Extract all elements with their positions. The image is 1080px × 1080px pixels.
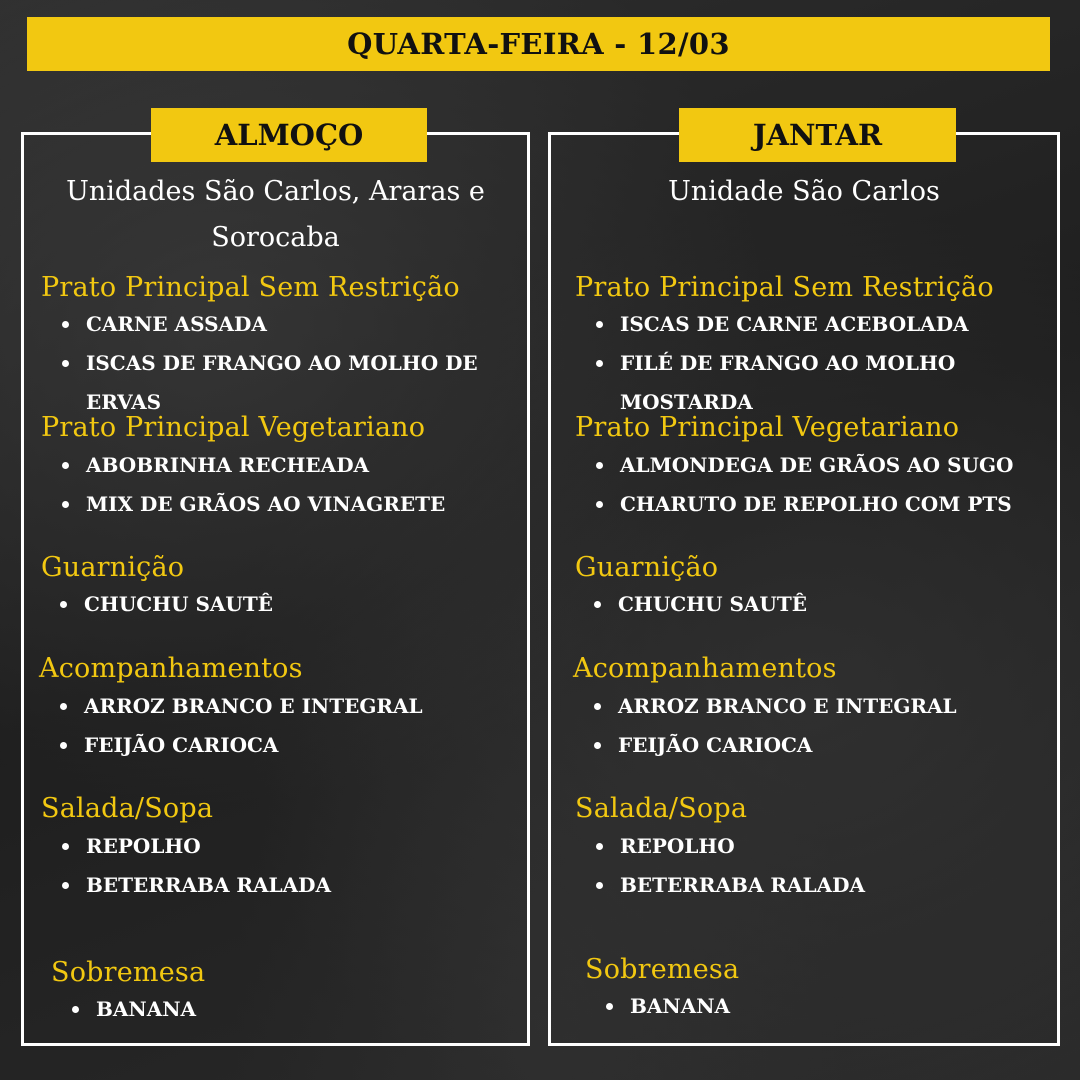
list-item: FILÉ DE FRANGO AO MOLHO MOSTARDA bbox=[593, 344, 1003, 422]
lunch-section-list-salad bbox=[59, 827, 519, 905]
lunch-units: Unidades São Carlos, Araras e Sorocaba bbox=[66, 176, 485, 253]
dinner-section-title-accompaniments: Acompanhamentos bbox=[573, 653, 837, 684]
list-item: MIX DE GRÃOS AO VINAGRETE bbox=[59, 485, 519, 524]
lunch-section-title-side: Guarnição bbox=[41, 552, 185, 583]
list-item: ARROZ BRANCO E INTEGRAL bbox=[591, 687, 1051, 726]
dinner-section-title-side: Guarnição bbox=[575, 552, 719, 583]
list-item: CHUCHU SAUTÊ bbox=[591, 585, 1051, 624]
list-item: ISCAS DE FRANGO AO MOLHO DE ERVAS bbox=[59, 344, 519, 422]
list-item: CARNE ASSADA bbox=[59, 305, 519, 344]
day-banner bbox=[27, 17, 1050, 71]
dinner-panel bbox=[548, 118, 1060, 1046]
dinner-section-title-salad: Salada/Sopa bbox=[575, 793, 748, 824]
dinner-section-list-accompaniments bbox=[591, 687, 1051, 765]
dinner-section-list-side bbox=[591, 585, 1051, 624]
list-item: REPOLHO bbox=[593, 827, 1053, 866]
list-item: FEIJÃO CARIOCA bbox=[591, 726, 1051, 765]
list-item: ABOBRINHA RECHEADA bbox=[59, 446, 519, 485]
dinner-section-list-veg bbox=[593, 446, 1053, 524]
dinner-section-title-veg: Prato Principal Vegetariano bbox=[575, 412, 960, 443]
lunch-badge bbox=[151, 108, 427, 162]
list-item: FEIJÃO CARIOCA bbox=[57, 726, 517, 765]
lunch-section-title-main: Prato Principal Sem Restrição bbox=[41, 272, 460, 303]
lunch-panel bbox=[21, 118, 530, 1046]
lunch-label: ALMOÇO bbox=[214, 118, 364, 152]
list-item: CHUCHU SAUTÊ bbox=[57, 585, 517, 624]
dinner-badge bbox=[679, 108, 956, 162]
dinner-section-title-main: Prato Principal Sem Restrição bbox=[575, 272, 994, 303]
dinner-section-list-salad bbox=[593, 827, 1053, 905]
lunch-section-list-veg bbox=[59, 446, 519, 524]
lunch-section-title-accompaniments: Acompanhamentos bbox=[39, 653, 303, 684]
dinner-section-list-main bbox=[593, 305, 1003, 422]
lunch-section-list-dessert bbox=[69, 990, 509, 1029]
list-item: CHARUTO DE REPOLHO COM PTS bbox=[593, 485, 1053, 524]
list-item: ARROZ BRANCO E INTEGRAL bbox=[57, 687, 517, 726]
list-item: BETERRABA RALADA bbox=[593, 866, 1053, 905]
dinner-section-list-dessert bbox=[603, 987, 1043, 1026]
list-item: BANANA bbox=[69, 990, 509, 1029]
dinner-units: Unidade São Carlos bbox=[668, 176, 940, 207]
dinner-label: JANTAR bbox=[752, 118, 883, 152]
lunch-section-list-side bbox=[57, 585, 517, 624]
day-title: QUARTA-FEIRA - 12/03 bbox=[347, 27, 730, 61]
list-item: BANANA bbox=[603, 987, 1043, 1026]
lunch-section-list-accompaniments bbox=[57, 687, 517, 765]
lunch-section-list-main bbox=[59, 305, 519, 422]
dinner-section-title-dessert: Sobremesa bbox=[585, 954, 740, 985]
lunch-section-title-salad: Salada/Sopa bbox=[41, 793, 214, 824]
list-item: ALMONDEGA DE GRÃOS AO SUGO bbox=[593, 446, 1053, 485]
lunch-section-title-veg: Prato Principal Vegetariano bbox=[41, 412, 426, 443]
list-item: ISCAS DE CARNE ACEBOLADA bbox=[593, 305, 1003, 344]
list-item: REPOLHO bbox=[59, 827, 519, 866]
lunch-section-title-dessert: Sobremesa bbox=[51, 957, 206, 988]
list-item: BETERRABA RALADA bbox=[59, 866, 519, 905]
